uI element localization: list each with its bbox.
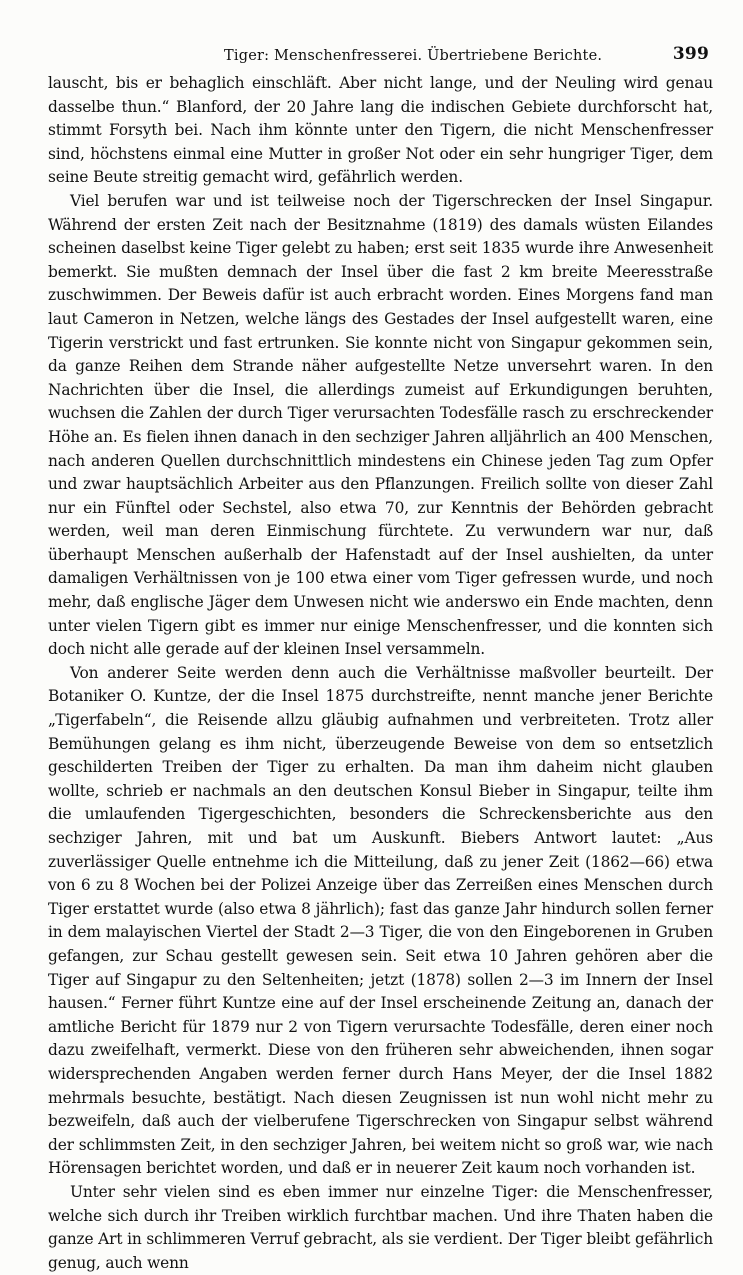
page-number: 399 <box>672 44 709 64</box>
paragraph-einzelne-tiger: Unter sehr vielen sind es eben immer nur einzelne Tiger: die Menschenfresser, welche sich durch ihr Treiben wirklich furchtbar machen. Und ihre Thaten haben die ganze Art in schlimmeren Verruf gebracht, als sie verdient. Der Tiger bleibt gefährlich genug, auch wenn <box>48 1182 713 1272</box>
paragraph-singapur: Viel berufen war und ist teilweise noch der Tigerschrecken der Insel Singapur. Während der ersten Zeit nach der Besitznahme (1819) des damals wüsten Eilandes scheinen daselbst keine Tiger gelebt zu haben; erst seit 1835 wurde ihre Anwesenheit bemerkt. Sie mußten demnach der Insel über die fast 2 km breite Meeresstraße zuschwimmen. Der Beweis dafür ist auch erbracht worden. Eines Morgens fand man laut Cameron in Netzen, welche längs des Gestades der Insel aufgestellt waren, eine Tigerin verstrickt und fast ertrunken. Sie konnte nicht von Singapur gekommen sein, da ganze Reihen dem Strande näher aufgestellte Netze unversehrt waren. In den Nachrichten über die Insel, die allerdings zumeist auf Erkundigungen beruhten, wuchsen die Zahlen der durch Tiger verursachten Todesfälle rasch zu erschreckender Höhe an. Es fielen ihnen danach in den sechziger Jahren alljährlich an 400 Menschen, nach anderen Quellen durchschnittlich mindestens ein Chinese jeden Tag zum Opfer und zwar hauptsächlich Arbeiter aus den Pflanzungen. Freilich sollte von dieser Zahl nur ein Fünftel oder Sechstel, also etwa 70, zur Kenntnis der Behörden gebracht werden, weil man deren Einmischung fürchtete. Zu verwundern war nur, daß überhaupt Menschen außerhalb der Hafenstadt auf der Insel aushielten, da unter damaligen Verhältnissen von je 100 etwa einer vom Tiger gefressen wurde, und noch mehr, daß englische Jäger dem Unwesen nicht wie anderswo ein Ende machten, denn unter vielen Tigern gibt es immer nur einige Menschenfresser, und die konnten sich doch nicht alle gerade auf der kleinen Insel versammeln. <box>48 191 713 659</box>
page-header <box>48 44 713 72</box>
running-title: Tiger: Menschenfresserei. Übertriebene Berichte. <box>224 48 603 64</box>
paragraph-continuation: lauscht, bis er behaglich einschläft. Aber nicht lange, und der Neuling wird genau dasselbe thun.“ Blanford, der 20 Jahre lang die indischen Gebiete durchforscht hat, stimmt Forsyth bei. Nach ihm könnte unter den Tigern, die nicht Menschenfresser sind, höchstens einmal eine Mutter in großer Not oder ein sehr hungriger Tiger, dem seine Beute streitig gemacht wird, gefährlich werden. <box>48 74 713 187</box>
body-text <box>48 72 713 1275</box>
paragraph-kuntze: Von anderer Seite werden denn auch die Verhältnisse maßvoller beurteilt. Der Botaniker O. Kuntze, der die Insel 1875 durchstreifte, nennt manche jener Berichte „Tigerfabeln“, die Reisende allzu gläubig aufnahmen und verbreiteten. Trotz aller Bemühungen gelang es ihm nicht, überzeugende Beweise von dem so entsetzlich geschilderten Treiben der Tiger zu erhalten. Da man ihm daheim nicht glauben wollte, schrieb er nachmals an den deutschen Konsul Bieber in Singapur, teilte ihm die umlaufenden Tigergeschichten, besonders die Schreckensberichte aus den sechziger Jahren, mit und bat um Auskunft. Biebers Antwort lautet: „Aus zuverlässiger Quelle entnehme ich die Mitteilung, daß zu jener Zeit (1862—66) etwa von 6 zu 8 Wochen bei der Polizei Anzeige über das Zerreißen eines Menschen durch Tiger erstattet wurde (also etwa 8 jährlich); fast das ganze Jahr hindurch sollen ferner in dem malayischen Viertel der Stadt 2—3 Tiger, die von den Eingeborenen in Gruben gefangen, zur Schau gestellt gewesen sein. Seit etwa 10 Jahren gehören aber die Tiger auf Singapur zu den Seltenheiten; jetzt (1878) sollen 2—3 im Innern der Insel hausen.“ Ferner führt Kuntze eine auf der Insel erscheinende Zeitung an, danach der amtliche Bericht für 1879 nur 2 von Tigern verursachte Todesfälle, deren einer noch dazu zweifelhaft, vermerkt. Diese von den früheren sehr abweichenden, ihnen sogar widersprechenden Angaben werden ferner durch Hans Meyer, der die Insel 1882 mehrmals besuchte, bestätigt. Nach diesen Zeugnissen ist nun wohl nicht mehr zu bezweifeln, daß auch der vielberufene Tigerschrecken von Singapur selbst während der schlimmsten Zeit, in den sechziger Jahren, bei weitem nicht so groß war, wie nach Hörensagen berichtet worden, und daß er in neuerer Zeit kaum noch vorhanden ist. <box>48 663 713 1178</box>
